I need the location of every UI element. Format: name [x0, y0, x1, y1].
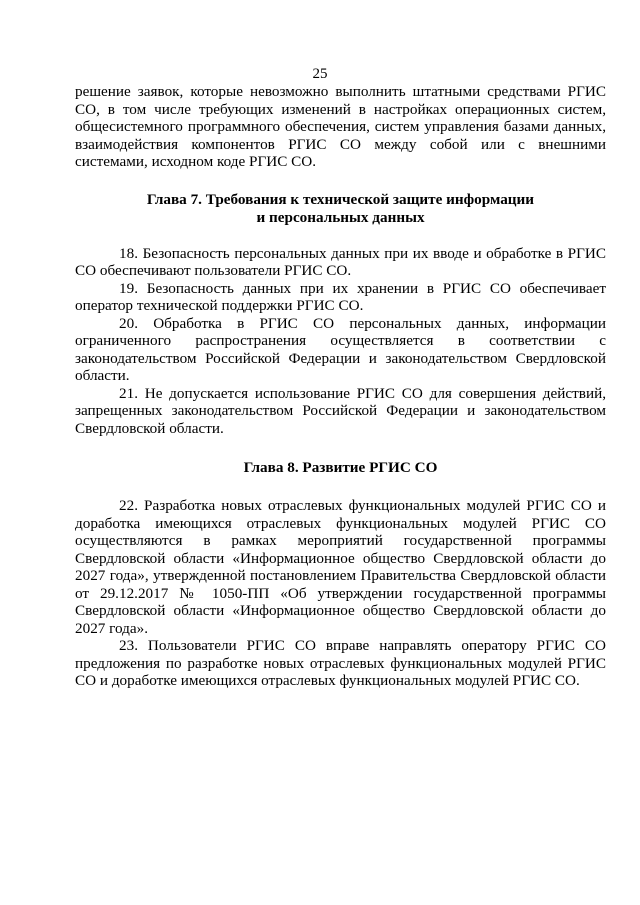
paragraph-23: 23. Пользователи РГИС СО вправе направлять оператору РГИС СО предложения по разработке новых отраслевых функциональных модулей РГИС СО и доработке имеющихся отраслевых функциональных модулей РГИС СО.	[75, 637, 606, 689]
paragraph-21: 21. Не допускается использование РГИС СО для совершения действий, запрещенных законодательством Российской Федерации и законодательством Свердловской области.	[75, 384, 606, 437]
paragraph-20: 20. Обработка в РГИС СО персональных данных, информации ограниченного распространения осуществляется в соответствии с законодательством Российской Федерации и законодательством Свердловской области.	[75, 314, 606, 384]
chapter-7-title	[75, 191, 606, 227]
chapter-7-title-line-1: Глава 7. Требования к технической защите информации	[146, 190, 535, 208]
chapter-7-title-line-2: и персональных данных	[256, 208, 425, 226]
paragraph-18: 18. Безопасность персональных данных при их вводе и обработке в РГИС СО обеспечивают пользователи РГИС СО.	[75, 244, 606, 279]
chapter-8-title: Глава 8. Развитие РГИС СО	[243, 459, 438, 476]
paragraph-22: 22. Разработка новых отраслевых функциональных модулей РГИС СО и доработка имеющихся отраслевых функциональных модулей РГИС СО осуществляются в рамках мероприятий государственной программы Свердловской области «Информационное общество Свердловской области до 2027 года», утвержденной постановлением Правительства Свердловской области от 29.12.2017 № 1050-ПП «Об утверждении государственной программы Свердловской области «Информационное общество Свердловской области до 2027 года».	[75, 497, 606, 637]
page-number: 25	[312, 66, 328, 82]
intro-paragraph: решение заявок, которые невозможно выполнить штатными средствами РГИС СО, в том числе требующих изменений в настройках операционных систем, общесистемного программного обеспечения, систем управления базами данных, взаимодействия компонентов РГИС СО между собой или с внешними системами, исходном коде РГИС СО.	[75, 83, 606, 170]
document-body	[75, 83, 606, 690]
paragraph-19: 19. Безопасность данных при их хранении в РГИС СО обеспечивает оператор технической поддержки РГИС СО.	[75, 279, 606, 314]
